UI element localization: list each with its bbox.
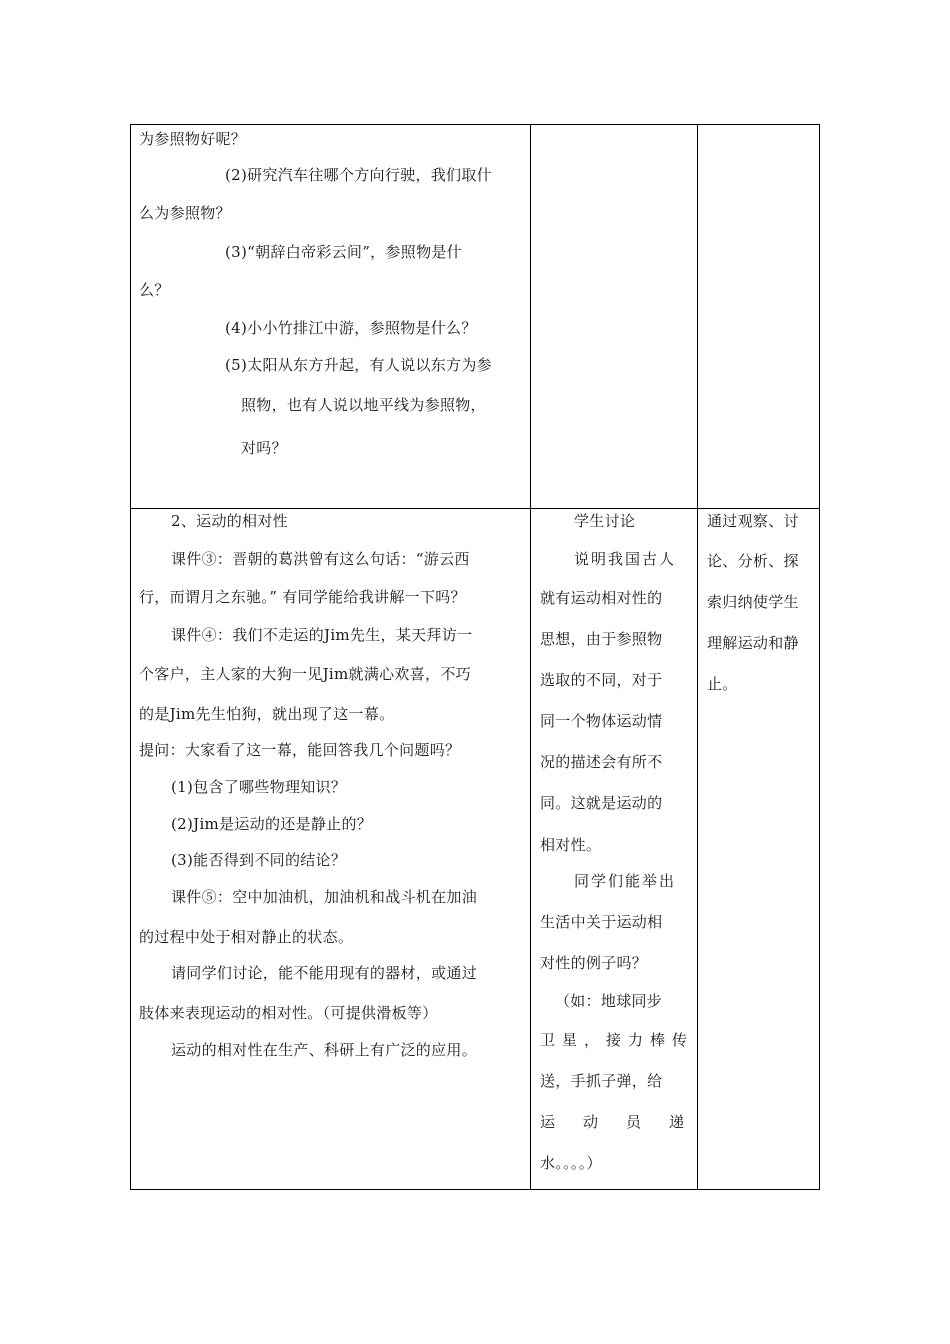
text-line: 行，而谓月之东驰。” 有同学能给我讲解一下吗？ [139,588,466,606]
text-line: 卫星，接力棒传 [540,1031,695,1049]
text-line: 况的描述会有所不 [540,753,663,771]
text-line: 索归纳使学生 [707,593,799,611]
text-line: 课件③：晋朝的葛洪曾有这么句话：“游云西 [171,550,470,568]
text-line: 水。。。。） [540,1154,602,1172]
text-line: 思想，由于参照物 [540,630,663,648]
text-line: 课件④：我们不走运的Jim先生，某天拜访一 [171,626,473,644]
text-line: (2)研究汽车往哪个方向行驶，我们取什 [225,166,492,184]
text-line: 同一个物体运动情 [540,712,663,730]
text-line: 通过观察、讨 [707,512,799,530]
text-line: 的是Jim先生怕狗，就出现了这一幕。 [139,705,395,723]
text-line: 2、运动的相对性 [171,512,288,530]
text-line: 对性的例子吗？ [540,954,648,972]
column-divider [697,125,698,1189]
text-line: (3)“朝辞白帝彩云间”，参照物是什 [225,243,462,261]
text-line: 肢体来表现运动的相对性。（可提供滑板等） [139,1004,438,1022]
text-line: 课件⑤：空中加油机，加油机和战斗机在加油 [171,888,478,906]
text-line: 么？ [139,281,170,299]
text-line: 运动员递 [540,1113,713,1131]
text-line: (1)包含了哪些物理知识？ [171,778,347,796]
text-line: 论、分析、探 [707,552,799,570]
text-line: (3)能否得到不同的结论？ [171,851,347,869]
text-line: （如：地球同步 [555,992,663,1010]
text-line: (5)太阳从东方升起，有人说以东方为参 [225,356,492,374]
text-line: 理解运动和静 [707,634,799,652]
text-line: 为参照物好呢？ [139,130,247,148]
text-line: 相对性。 [540,836,602,854]
text-line: (4)小小竹排江中游，参照物是什么？ [225,319,477,337]
text-line: 生活中关于运动相 [540,913,663,931]
row-divider [131,508,819,509]
text-line: 说明我国古人 [574,550,677,568]
text-line: 就有运动相对性的 [540,589,663,607]
text-line: 选取的不同，对于 [540,671,663,689]
text-line: 照物，也有人说以地平线为参照物， [241,396,486,414]
column-divider [530,125,531,1189]
text-line: (2)Jim是运动的还是静止的？ [171,815,373,833]
text-line: 提问：大家看了这一幕，能回答我几个问题吗？ [139,741,461,759]
text-line: 么为参照物？ [139,204,231,222]
lesson-table [130,124,820,1190]
text-line: 同学们能举出 [574,872,677,890]
text-line: 请同学们讨论，能不能用现有的器材，或通过 [171,964,478,982]
text-line: 学生讨论 [574,512,636,530]
text-line: 送，手抓子弹，给 [540,1072,663,1090]
text-line: 个客户，主人家的大狗一见Jim就满心欢喜，不巧 [139,665,471,683]
text-line: 运动的相对性在生产、科研上有广泛的应用。 [171,1041,478,1059]
text-line: 对吗？ [241,439,287,457]
text-line: 的过程中处于相对静止的状态。 [139,928,354,946]
text-line: 止。 [707,675,738,693]
text-line: 同。这就是运动的 [540,794,663,812]
